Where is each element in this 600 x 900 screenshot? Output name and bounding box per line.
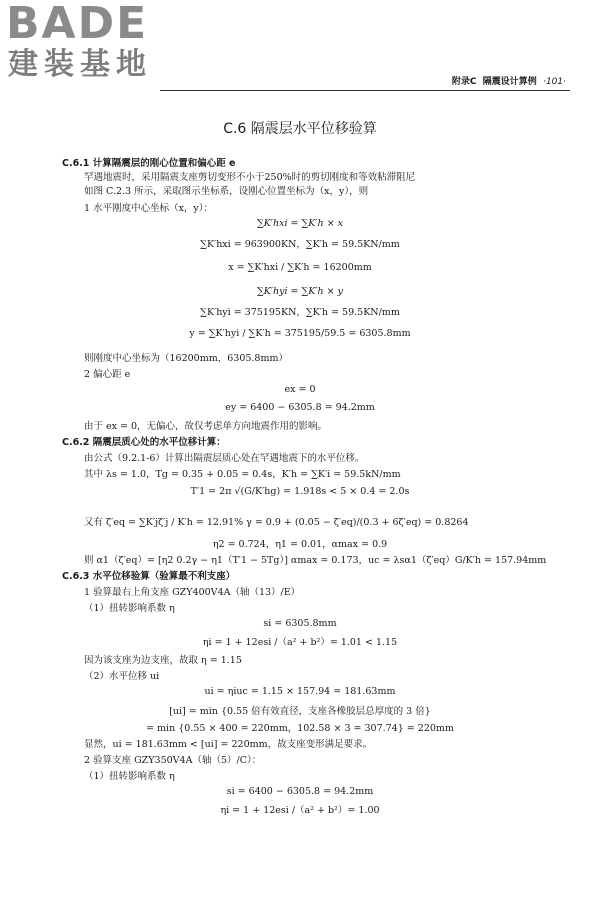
formula: si = 6305.8mm [263,618,337,629]
formula: ∑K′hxi = ∑K′h × x [256,218,344,229]
page-title: C.6 隔震层水平位移验算 [223,121,377,137]
text-line: 由于 ex = 0，无偏心，故仅考虑单方向地震作用的影响。 [84,421,328,432]
formula: y = ∑K′hyi / ∑K′h = 375195/59.5 = 6305.8mm [189,328,411,339]
formula: si = 6400 − 6305.8 = 94.2mm [226,786,374,797]
sec-c63: C.6.3 水平位移验算（验算最不利支座） [62,571,236,582]
formula: 则 α1（ζ′eq）= [η2 0.2γ − η1（T′1 − 5Tg）] αmax = 0.173，uc = λsα1（ζ′eq）G/K′h = 157.94mm [84,555,547,566]
formula: ηi = 1 + 12esi /（a² + b²）= 1.00 [220,805,380,816]
formula: 又有 ζ′eq = ∑K′jζ′j / K′h = 12.91% γ = 0.9 + (0.05 − ζ′eq)/(0.3 + 6ζ′eq) = 0.8264 [84,517,469,528]
formula: x = ∑K′hxi / ∑K′h = 16200mm [228,262,372,273]
header-appendix: 附录C [451,77,477,87]
formula: ui = ηiuc = 1.15 × 157.94 = 181.63mm [204,686,396,697]
formula: ∑K′hyi = ∑K′h × y [256,286,344,297]
text-line: 由公式（9.2.1-6）计算出隔震层质心处在罕遇地震下的水平位移。 [84,453,365,464]
sub-2: （2）水平位移 ui [84,671,160,682]
formula: = min {0.55 × 400 = 220mm，102.58 × 3 = 307.74} = 220mm [146,723,454,734]
header-section: 隔震设计算例 [482,77,537,87]
item-2: 2 偏心距 e [84,369,131,380]
sec-c61: C.6.1 计算隔震层的刚心位置和偏心距 e [62,158,236,169]
formula: ey = 6400 − 6305.8 = 94.2mm [225,402,375,413]
page-number: ·101· [543,77,566,87]
text-line: 则刚度中心坐标为（16200mm，6305.8mm） [84,353,288,364]
formula: T′1 = 2π √(G/K′hg) = 1.918s < 5 × 0.4 = 2.0s [190,486,410,497]
text-line: 罕遇地震时，采用隔震支座剪切变形不小于250%时的剪切刚度和等效粘滞阻尼 [84,172,416,183]
text-line: 如图 C.2.3 所示，采取图示坐标系，设刚心位置坐标为（x，y），则 [84,186,369,197]
sub-1: （1）扭转影响系数 η [84,603,175,614]
formula: [ui] = min {0.55 倍有效直径，支座各橡胶层总厚度的 3 倍} [169,706,431,717]
item-2b: 2 验算支座 GZY350V4A（轴（5）/C）： [84,755,262,766]
formula: ex = 0 [284,384,316,395]
text-line: 因为该支座为边支座，故取 η = 1.15 [84,655,242,666]
header-rule [160,90,570,91]
formula: ηi = 1 + 12esi /（a² + b²）= 1.01 < 1.15 [202,637,398,648]
brand-logo-word: BADE [6,0,149,49]
text-line: 其中 λs = 1.0，Tg = 0.35 + 0.05 = 0.4s，K′h = ∑K′i = 59.5kN/mm [84,469,401,480]
formula: ∑K′hxi = 963900KN，∑K′h = 59.5KN/mm [200,239,400,250]
formula: ∑K′hyi = 375195KN，∑K′h = 59.5KN/mm [200,307,400,318]
item-1b: 1 验算最右上角支座 GZY400V4A（轴（13）/E） [84,587,301,598]
text-line: 显然，ui = 181.63mm < [ui] = 220mm，故支座变形满足要求。 [84,739,373,750]
brand-logo-chinese: 建装基地 [8,47,152,82]
running-header [452,74,566,87]
sec-c62: C.6.2 隔震层质心处的水平位移计算： [62,437,226,448]
formula: η2 = 0.724，η1 = 0.01，αmax = 0.9 [212,539,388,550]
sub-1b: （1）扭转影响系数 η [84,771,175,782]
item-1: 1 水平刚度中心坐标（x，y）： [84,203,214,214]
